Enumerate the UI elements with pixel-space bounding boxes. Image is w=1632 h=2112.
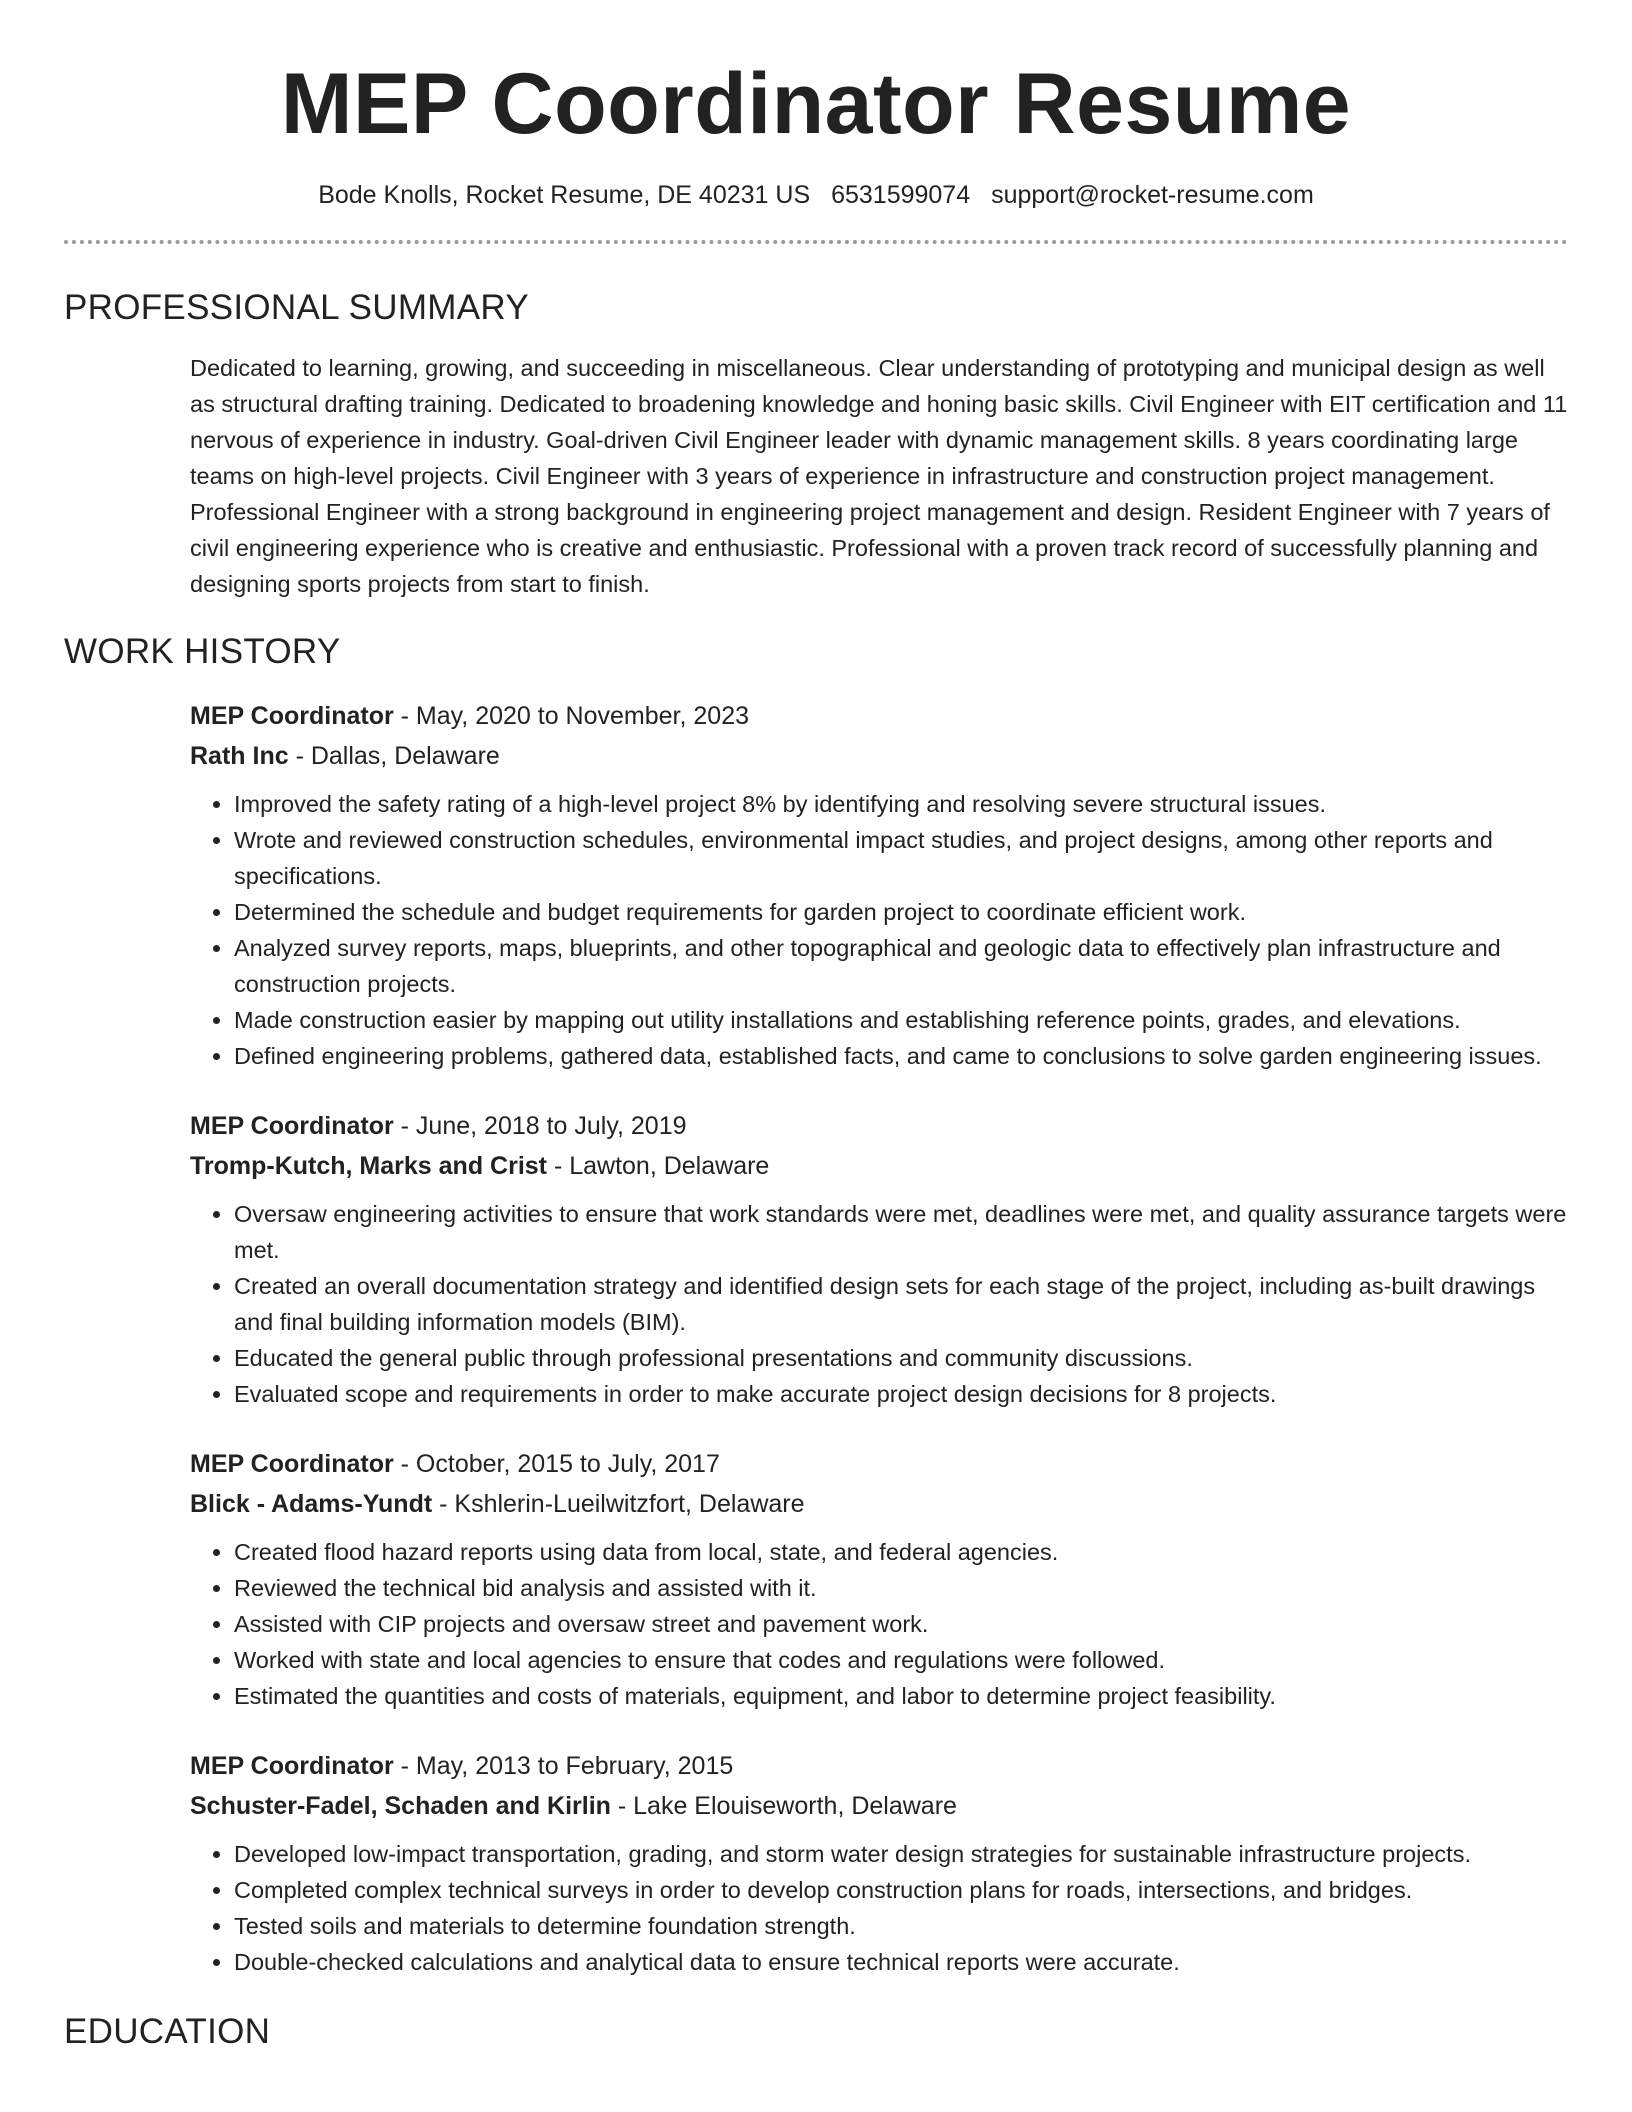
job-bullet: • Created an overall documentation strategy and identified design sets for each stage of the project, including as-built drawings and final building information models (BIM). xyxy=(234,1268,1568,1340)
job-company: Blick - Adams-Yundt xyxy=(190,1490,433,1518)
summary-text: Dedicated to learning, growing, and succeeding in miscellaneous. Clear understanding of prototyping and municipal design as well as structural drafting training. Dedicated to broadening knowledge and honing basic skills. Civil Engineer with EIT certification and 11 nervous of experience in industry. Goal-driven Civil Engineer leader with dynamic management skills. 8 years coordinating large teams on high-level projects. Civil Engineer with 3 years of experience in infrastructure and construction project management. Professional Engineer with a strong background in engineering project management and design. Resident Engineer with 7 years of civil engineering experience who is creative and enthusiastic. Professional with a proven track record of successfully planning and designing sports projects from start to finish. xyxy=(190,355,1568,597)
job-bullet: • Evaluated scope and requirements in order to make accurate project design decisions for 8 projects. xyxy=(234,1376,1568,1412)
job-bullets xyxy=(190,1196,1568,1412)
job-dates: - October, 2015 to July, 2017 xyxy=(393,1450,720,1478)
resume-page xyxy=(64,0,1568,2054)
resume-title: MEP Coordinator Resume xyxy=(280,56,1352,152)
job-bullets xyxy=(190,1534,1568,1714)
job-company-line xyxy=(190,1786,1568,1826)
job-bullet: • Wrote and reviewed construction schedules, environmental impact studies, and project designs, among other reports and specifications. xyxy=(234,822,1568,894)
job-bullet: • Analyzed survey reports, maps, blueprints, and other topographical and geologic data to effectively plan infrastructure and construction projects. xyxy=(234,930,1568,1002)
job-company: Rath Inc xyxy=(190,742,289,770)
job-title-line xyxy=(190,1746,1568,1786)
summary-heading: PROFESSIONAL SUMMARY xyxy=(64,288,529,327)
education-heading: EDUCATION xyxy=(64,2012,271,2051)
job-bullets xyxy=(190,786,1568,1074)
job-bullet: • Defined engineering problems, gathered data, established facts, and came to conclusions to solve garden engineering issues. xyxy=(234,1038,1568,1074)
job-bullet: • Assisted with CIP projects and oversaw street and pavement work. xyxy=(234,1606,1568,1642)
job-location: - Lake Elouiseworth, Delaware xyxy=(610,1792,957,1820)
job-bullet: • Worked with state and local agencies to ensure that codes and regulations were followed. xyxy=(234,1642,1568,1678)
job-bullet: • Reviewed the technical bid analysis and assisted with it. xyxy=(234,1570,1568,1606)
job-dates: - May, 2020 to November, 2023 xyxy=(393,702,750,730)
job-title: MEP Coordinator xyxy=(190,1752,394,1780)
contact-info xyxy=(64,178,1568,212)
job-bullet: • Educated the general public through professional presentations and community discussions. xyxy=(234,1340,1568,1376)
job-entry xyxy=(190,1106,1568,1412)
job-bullet: • Completed complex technical surveys in order to develop construction plans for roads, intersections, and bridges. xyxy=(234,1872,1568,1908)
job-entry xyxy=(190,1444,1568,1714)
job-bullet: • Oversaw engineering activities to ensure that work standards were met, deadlines were met, and quality assurance targets were met. xyxy=(234,1196,1568,1268)
job-title-line xyxy=(190,1444,1568,1484)
job-bullet: • Tested soils and materials to determine foundation strength. xyxy=(234,1908,1568,1944)
job-bullet: • Estimated the quantities and costs of materials, equipment, and labor to determine project feasibility. xyxy=(234,1678,1568,1714)
job-bullet: • Double-checked calculations and analytical data to ensure technical reports were accurate. xyxy=(234,1944,1568,1980)
job-title: MEP Coordinator xyxy=(190,1450,394,1478)
contact-email: support@rocket-resume.com xyxy=(991,181,1314,209)
contact-phone: 6531599074 xyxy=(831,181,971,209)
job-bullets xyxy=(190,1836,1568,1980)
job-company-line xyxy=(190,736,1568,776)
job-title-line xyxy=(190,1106,1568,1146)
header-divider xyxy=(64,240,1568,244)
job-entry xyxy=(190,1746,1568,1980)
work-history-heading: WORK HISTORY xyxy=(64,632,341,671)
job-bullet: • Created flood hazard reports using data from local, state, and federal agencies. xyxy=(234,1534,1568,1570)
job-company: Tromp-Kutch, Marks and Crist xyxy=(190,1152,547,1180)
job-location: - Kshlerin-Lueilwitzfort, Delaware xyxy=(432,1490,805,1518)
job-bullet: • Improved the safety rating of a high-level project 8% by identifying and resolving severe structural issues. xyxy=(234,786,1568,822)
job-company: Schuster-Fadel, Schaden and Kirlin xyxy=(190,1792,611,1820)
contact-address: Bode Knolls, Rocket Resume, DE 40231 US xyxy=(318,181,811,209)
job-location: - Dallas, Delaware xyxy=(288,742,500,770)
job-title-line xyxy=(190,696,1568,736)
job-dates: - May, 2013 to February, 2015 xyxy=(393,1752,734,1780)
job-bullet: • Determined the schedule and budget requirements for garden project to coordinate efficient work. xyxy=(234,894,1568,930)
job-bullet: • Developed low-impact transportation, grading, and storm water design strategies for sustainable infrastructure projects. xyxy=(234,1836,1568,1872)
job-dates: - June, 2018 to July, 2019 xyxy=(393,1112,687,1140)
job-bullet: • Made construction easier by mapping out utility installations and establishing reference points, grades, and elevations. xyxy=(234,1002,1568,1038)
job-entry xyxy=(190,696,1568,1074)
job-title: MEP Coordinator xyxy=(190,702,394,730)
job-company-line xyxy=(190,1146,1568,1186)
job-title: MEP Coordinator xyxy=(190,1112,394,1140)
job-company-line xyxy=(190,1484,1568,1524)
job-location: - Lawton, Delaware xyxy=(547,1152,770,1180)
